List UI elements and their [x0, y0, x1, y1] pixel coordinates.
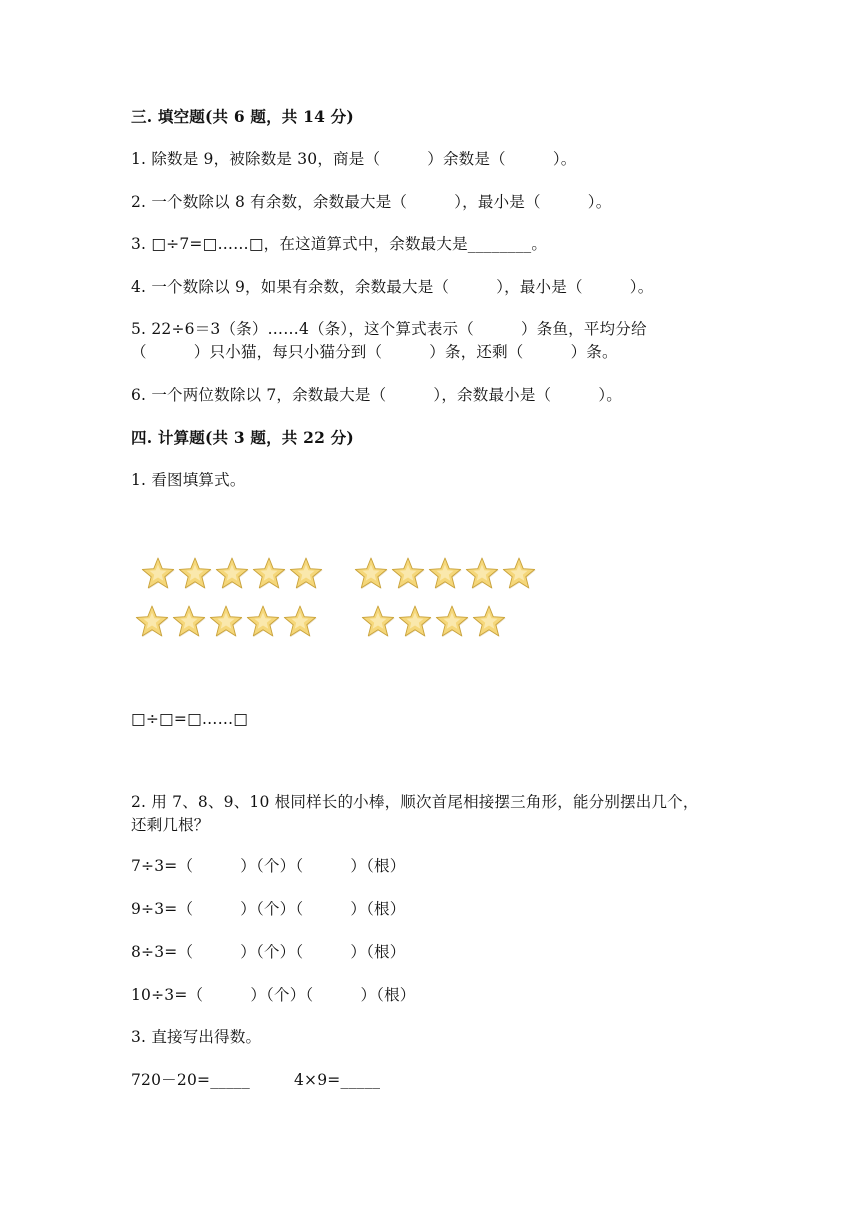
question-4-2-line1: 2. 用 7、8、9、10 根同样长的小棒，顺次首尾相接摆三角形，能分别摆出几个，	[131, 793, 699, 811]
division-row: 9÷3=（ ）（个）（ ）（根）	[131, 900, 406, 918]
question-3-6: 6. 一个两位数除以 7，余数最大是（ ），余数最小是（ ）。	[131, 386, 623, 404]
division-row: 10÷3=（ ）（个）（ ）（根）	[131, 986, 416, 1004]
question-3-3: 3. □÷7=□……□，在这道算式中，余数最大是________。	[131, 235, 548, 253]
star-icon	[353, 556, 389, 592]
question-3-2: 2. 一个数除以 8 有余数，余数最大是（ ），最小是（ ）。	[131, 193, 612, 211]
star-icon	[134, 604, 170, 640]
stars-row2-group2	[360, 604, 510, 640]
question-3-5-line2: （ ）只小猫，每只小猫分到（ ）条，还剩（ ）条。	[131, 343, 618, 361]
star-icon	[208, 604, 244, 640]
calc-item: 4×9=_____	[294, 1071, 381, 1089]
star-icon	[282, 604, 318, 640]
calc-item: 720－20=_____	[131, 1071, 250, 1089]
question-4-1: 1. 看图填算式。	[131, 471, 246, 489]
stars-row2-group1	[134, 604, 319, 640]
star-icon	[288, 556, 324, 592]
star-icon	[140, 556, 176, 592]
question-4-3: 3. 直接写出得数。	[131, 1028, 262, 1046]
star-icon	[171, 604, 207, 640]
question-3-1: 1. 除数是 9，被除数是 30，商是（ ）余数是（ ）。	[131, 150, 577, 168]
star-icon	[464, 556, 500, 592]
stars-row1-group2	[353, 556, 538, 592]
star-icon	[360, 604, 396, 640]
star-icon	[214, 556, 250, 592]
star-icon	[390, 556, 426, 592]
stars-row1-group1	[140, 556, 325, 592]
star-icon	[177, 556, 213, 592]
section3-heading: 三. 填空题(共 6 题，共 14 分)	[131, 107, 354, 126]
star-icon	[427, 556, 463, 592]
question-3-4: 4. 一个数除以 9，如果有余数，余数最大是（ ），最小是（ ）。	[131, 278, 654, 296]
section4-heading: 四. 计算题(共 3 题，共 22 分)	[131, 428, 354, 447]
star-icon	[245, 604, 281, 640]
star-icon	[434, 604, 470, 640]
star-icon	[251, 556, 287, 592]
star-icon	[471, 604, 507, 640]
stars-picture	[0, 0, 860, 1]
division-row: 7÷3=（ ）（个）（ ）（根）	[131, 857, 406, 875]
question-4-2-line2: 还剩几根？	[131, 816, 210, 834]
division-row: 8÷3=（ ）（个）（ ）（根）	[131, 943, 406, 961]
question-3-5-line1: 5. 22÷6＝3（条）……4（条），这个算式表示（ ）条鱼，平均分给	[131, 320, 647, 338]
star-icon	[397, 604, 433, 640]
star-icon	[501, 556, 537, 592]
question-4-1-formula: □÷□=□……□	[131, 710, 249, 728]
